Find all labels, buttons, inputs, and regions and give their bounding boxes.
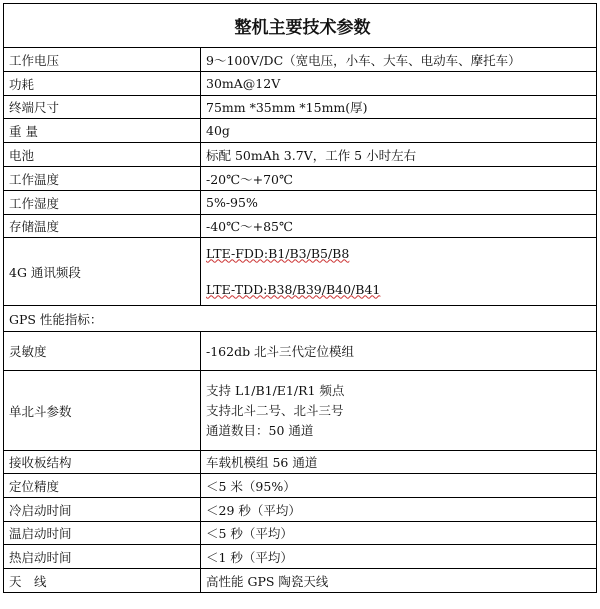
row-label-hot-start: 热启动时间 <box>4 545 201 569</box>
table-row-band <box>4 238 597 306</box>
table-row-beidou <box>4 371 597 451</box>
gps-header: GPS 性能指标： <box>4 306 597 332</box>
band-label: 4G 通讯频段 <box>4 238 201 306</box>
table-row <box>4 215 597 238</box>
spec-table <box>3 3 597 593</box>
row-label-cold-start: 冷启动时间 <box>4 498 201 522</box>
row-label-size: 终端尺寸 <box>4 96 201 119</box>
row-label-antenna: 天 线 <box>4 569 201 593</box>
row-value-sensitivity: -162db 北斗三代定位模组 <box>201 332 597 371</box>
beidou-line: 通道数目：50 通道 <box>206 422 314 438</box>
beidou-label: 单北斗参数 <box>4 371 201 451</box>
table-row <box>4 119 597 143</box>
row-value-power: 30mA@12V <box>201 72 597 96</box>
table-row <box>4 167 597 191</box>
row-label-weight: 重 量 <box>4 119 201 143</box>
row-value-receiver: 车载机模组 56 通道 <box>201 451 597 474</box>
table-row <box>4 522 597 545</box>
row-value-voltage: 9～100V/DC（宽电压，小车、大车、电动车、摩托车） <box>201 48 597 72</box>
row-label-battery: 电池 <box>4 143 201 167</box>
title-row <box>4 4 597 48</box>
beidou-line: 支持 L1/B1/E1/R1 频点 <box>206 382 345 398</box>
row-label-accuracy: 定位精度 <box>4 474 201 498</box>
table-row <box>4 545 597 569</box>
table-row <box>4 72 597 96</box>
spec-sheet <box>3 3 596 605</box>
row-label-op-temp: 工作温度 <box>4 167 201 191</box>
table-row <box>4 569 597 593</box>
row-label-voltage: 工作电压 <box>4 48 201 72</box>
band-tdd: LTE-TDD:B38/B39/B40/B41 <box>206 281 381 297</box>
row-value-humidity: 5%-95% <box>201 191 597 215</box>
row-value-op-temp: -20℃～+70℃ <box>201 167 597 191</box>
row-value-hot-start: ＜1 秒（平均） <box>201 545 597 569</box>
table-title: 整机主要技术参数 <box>4 4 597 48</box>
table-row <box>4 143 597 167</box>
row-value-storage-temp: -40℃～+85℃ <box>201 215 597 238</box>
table-row <box>4 96 597 119</box>
row-value-accuracy: ＜5 米（95%） <box>201 474 597 498</box>
table-row <box>4 191 597 215</box>
band-value <box>201 238 597 306</box>
row-label-warm-start: 温启动时间 <box>4 522 201 545</box>
row-value-antenna: 高性能 GPS 陶瓷天线 <box>201 569 597 593</box>
table-row <box>4 332 597 371</box>
row-value-battery: 标配 50mAh 3.7V，工作 5 小时左右 <box>201 143 597 167</box>
row-label-storage-temp: 存储温度 <box>4 215 201 238</box>
table-row <box>4 451 597 474</box>
beidou-value <box>201 371 597 451</box>
row-value-size: 75mm *35mm *15mm(厚) <box>201 96 597 119</box>
row-value-warm-start: ＜5 秒（平均） <box>201 522 597 545</box>
row-label-receiver: 接收板结构 <box>4 451 201 474</box>
gps-header-row <box>4 306 597 332</box>
table-row <box>4 474 597 498</box>
table-row <box>4 48 597 72</box>
band-fdd: LTE-FDD:B1/B3/B5/B8 <box>206 245 350 261</box>
row-value-cold-start: ＜29 秒（平均） <box>201 498 597 522</box>
row-label-power: 功耗 <box>4 72 201 96</box>
row-label-humidity: 工作湿度 <box>4 191 201 215</box>
table-row <box>4 498 597 522</box>
row-value-weight: 40g <box>201 119 597 143</box>
row-label-sensitivity: 灵敏度 <box>4 332 201 371</box>
beidou-line: 支持北斗二号、北斗三号 <box>206 402 344 418</box>
